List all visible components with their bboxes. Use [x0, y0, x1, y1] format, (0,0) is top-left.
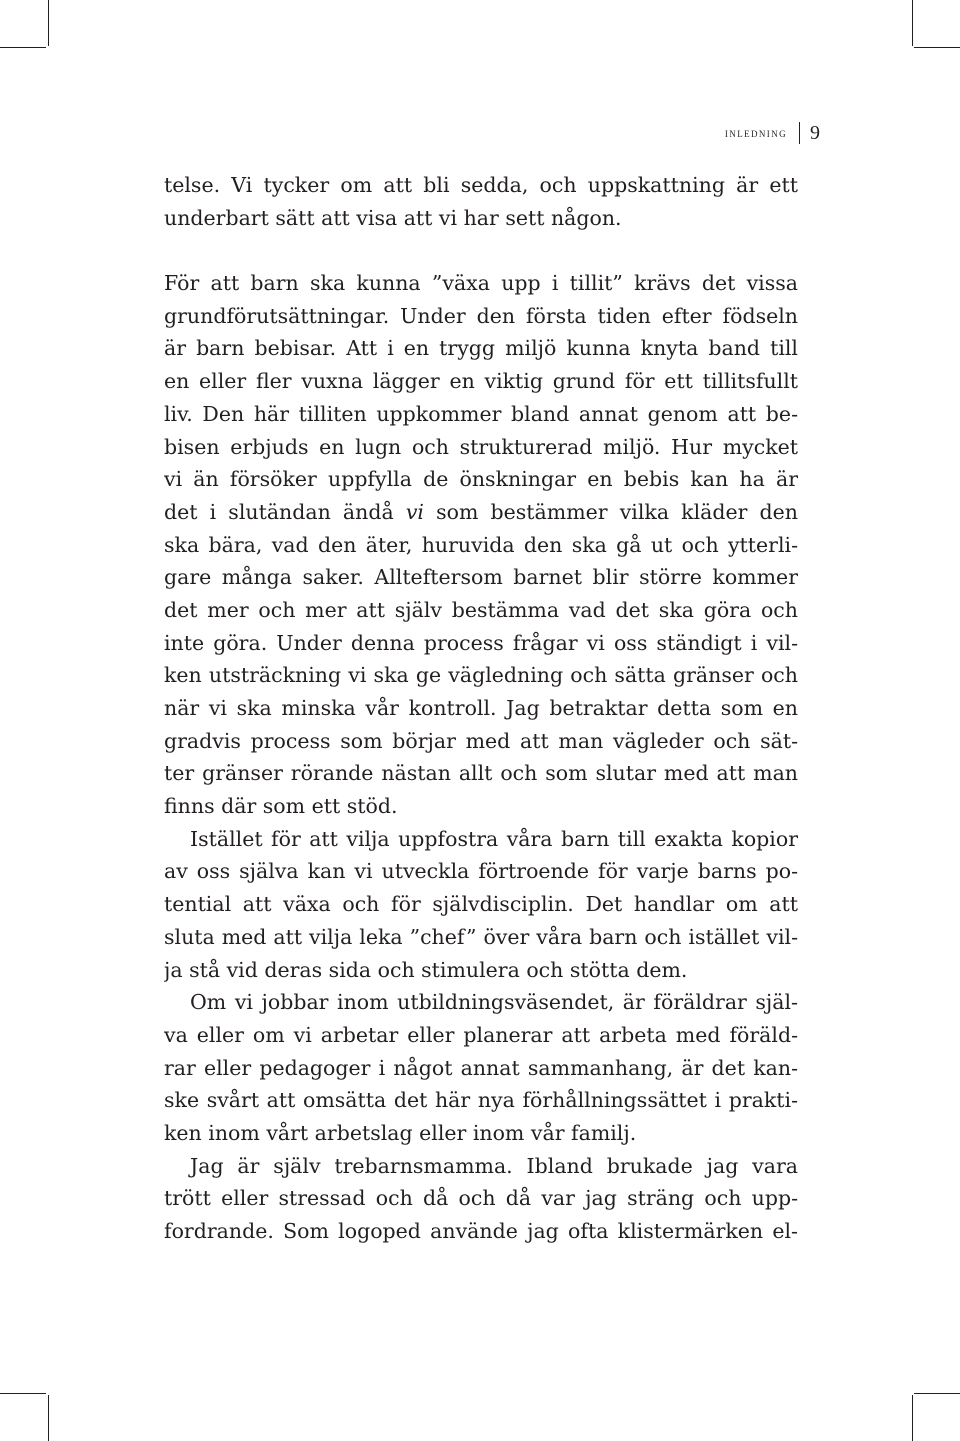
text-line: ske svårt att omsätta det här nya förhållningssättet i prakti- — [164, 1088, 798, 1113]
text-line: ken utsträckning vi ska ge vägledning och sätta gränser och — [164, 663, 798, 688]
crop-mark-bottom-right — [912, 1395, 913, 1441]
emphasis: vi — [405, 499, 424, 524]
crop-mark-bottom-right-h — [914, 1393, 960, 1394]
running-head-divider — [799, 122, 800, 144]
text-line: underbart sätt att visa att vi har sett någon. — [164, 205, 622, 230]
text-line: tential att växa och för självdisciplin. Det handlar om att — [164, 892, 798, 917]
text-run: som bestämmer vilka kläder den — [423, 499, 798, 524]
text-line: ska bära, vad den äter, huruvida den ska gå ut och ytterli- — [164, 532, 798, 557]
text-run: det i slutändan ändå — [164, 499, 406, 524]
paragraph-gap — [164, 234, 798, 267]
crop-mark-top-left-h — [0, 47, 46, 48]
text-line: ter gränser rörande nästan allt och som slutar med att man — [164, 761, 798, 786]
text-line: finns där som ett stöd. — [164, 794, 398, 819]
running-head — [600, 119, 820, 147]
text-line: ken inom vårt arbetslag eller inom vår familj. — [164, 1120, 637, 1145]
text-line: ja stå vid deras sida och stimulera och stötta dem. — [164, 957, 688, 982]
crop-mark-bottom-left-h — [0, 1393, 46, 1394]
text-line: grundförutsättningar. Under den första tiden efter födseln — [164, 303, 798, 328]
body-text — [164, 169, 798, 1248]
text-line: en eller fler vuxna lägger en viktig grund för ett tillitsfullt — [164, 369, 798, 394]
text-line: sluta med att vilja leka ”chef” över våra barn och istället vil- — [164, 924, 798, 949]
text-line: liv. Den här tilliten uppkommer bland annat genom att be- — [164, 401, 798, 426]
crop-mark-top-left — [48, 0, 49, 46]
text-line: För att barn ska kunna ”växa upp i tillit” krävs det vissa — [164, 271, 798, 296]
text-line: inte göra. Under denna process frågar vi oss ständigt i vil- — [164, 630, 798, 655]
text-line: bisen erbjuds en lugn och strukturerad miljö. Hur mycket — [164, 434, 798, 459]
running-head-section: inledning — [724, 125, 787, 140]
crop-mark-bottom-left — [48, 1395, 49, 1441]
text-line: Istället för att vilja uppfostra våra barn till exakta kopior — [190, 826, 798, 851]
text-line: gare många saker. Allteftersom barnet blir större kommer — [164, 565, 798, 590]
text-line: Jag är själv trebarnsmamma. Ibland brukade jag vara — [190, 1153, 798, 1178]
crop-mark-top-right — [912, 0, 913, 46]
text-line: va eller om vi arbetar eller planerar att arbeta med föräld- — [164, 1022, 798, 1047]
text-line: det mer och mer att själv bestämma vad det ska göra och — [164, 597, 798, 622]
text-line: fordrande. Som logoped använde jag ofta klistermärken el- — [164, 1219, 798, 1243]
text-line: vi än försöker uppfylla de önskningar en bebis kan ha är — [164, 467, 798, 492]
text-line: Om vi jobbar inom utbildningsväsendet, är föräldrar själ- — [190, 990, 798, 1015]
crop-mark-top-right-h — [914, 47, 960, 48]
text-line: när vi ska minska vår kontroll. Jag betraktar detta som en — [164, 696, 798, 720]
text-line: telse. Vi tycker om att bli sedda, och uppskattning är ett — [164, 173, 798, 197]
text-line: trött eller stressad och då och då var jag sträng och upp- — [164, 1186, 798, 1211]
text-line: av oss själva kan vi utveckla förtroende för varje barns po- — [164, 859, 798, 884]
text-line: rar eller pedagoger i något annat sammanhang, är det kan- — [164, 1055, 798, 1080]
text-line — [164, 496, 798, 529]
text-line: gradvis process som börjar med att man vägleder och sät- — [164, 728, 798, 753]
page-number: 9 — [810, 121, 820, 144]
text-line: är barn bebisar. Att i en trygg miljö kunna knyta band till — [164, 336, 798, 361]
